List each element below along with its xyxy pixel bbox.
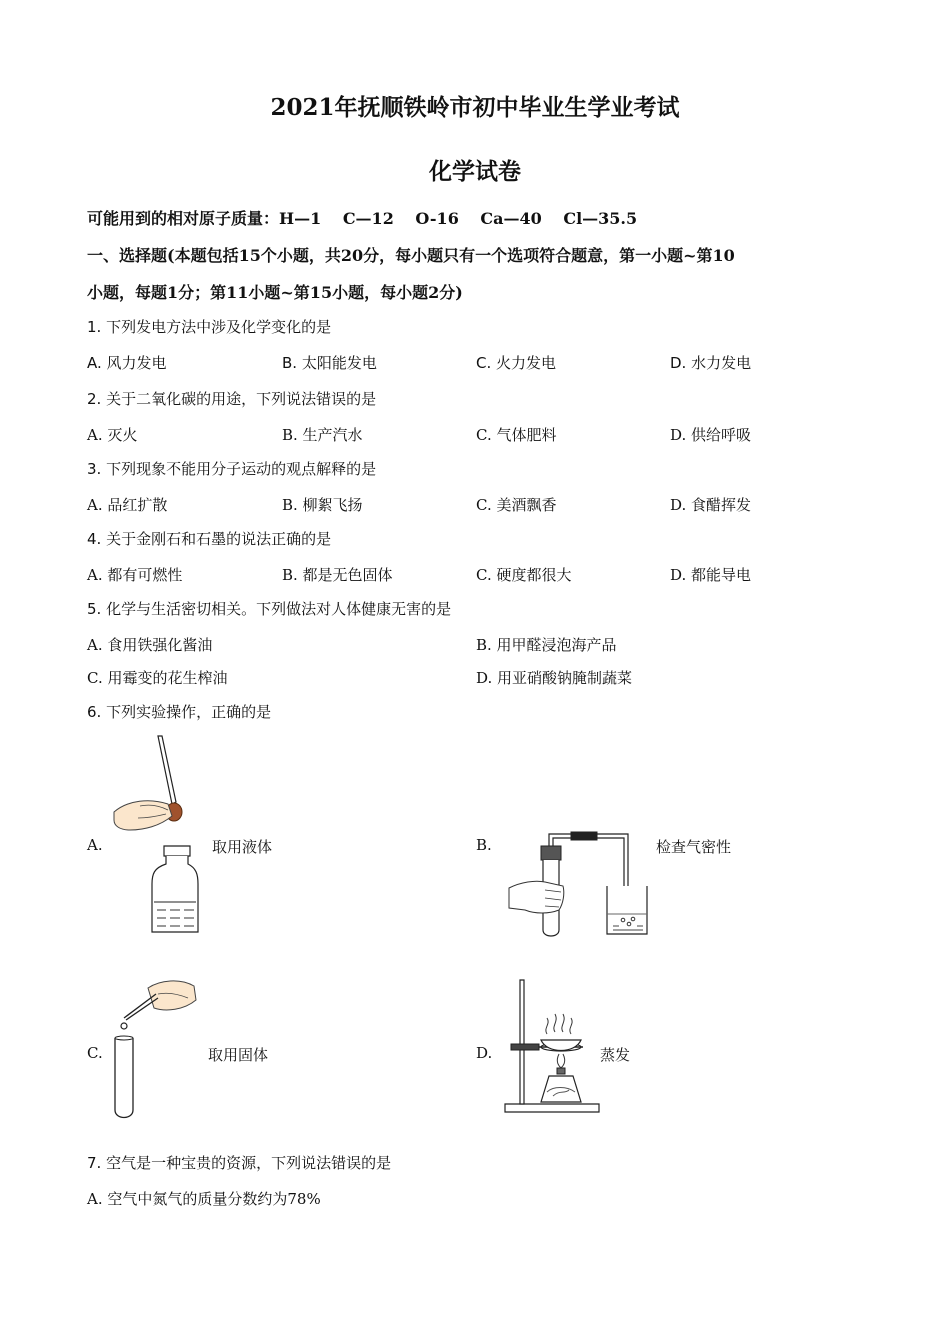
question-6-option-a-letter: A.	[87, 836, 103, 854]
question-1-option-d: D. 水力发电	[670, 354, 752, 372]
question-6-option-d-label: 蒸发	[600, 1046, 631, 1064]
page-subtitle: 化学试卷	[429, 158, 521, 185]
dropper-illustration	[110, 734, 205, 936]
airtightness-illustration	[505, 830, 655, 940]
question-6-option-c-label: 取用固体	[208, 1046, 269, 1064]
question-2-option-b: B. 生产汽水	[282, 426, 363, 444]
question-2-stem: 2. 关于二氧化碳的用途，下列说法错误的是	[87, 390, 377, 408]
question-6-option-d-letter: D.	[476, 1044, 493, 1062]
question-7-option-a: A. 空气中氮气的质量分数约为78%	[87, 1190, 321, 1208]
question-2-option-d: D. 供给呼吸	[670, 426, 752, 444]
question-1-option-a: A. 风力发电	[87, 354, 167, 372]
question-6-option-a-label: 取用液体	[212, 838, 273, 856]
question-4-option-c: C. 硬度都很大	[476, 566, 572, 584]
question-6-option-b-letter: B.	[476, 836, 492, 854]
section-heading-line2: 小题，每题1分；第11小题~第15小题，每小题2分)	[87, 283, 463, 302]
question-5-option-d: D. 用亚硝酸钠腌制蔬菜	[476, 669, 633, 687]
question-2-option-c: C. 气体肥料	[476, 426, 557, 444]
question-3-option-d: D. 食醋挥发	[670, 496, 752, 514]
question-3-stem: 3. 下列现象不能用分子运动的观点解释的是	[87, 460, 377, 478]
question-3-option-a: A. 品红扩散	[87, 496, 168, 514]
atomic-masses: 可能用到的相对原子质量：H—1 C—12 O-16 Ca—40 Cl—35.5	[87, 209, 638, 228]
question-5-option-b: B. 用甲醛浸泡海产品	[476, 636, 617, 654]
question-4-stem: 4. 关于金刚石和石墨的说法正确的是	[87, 530, 332, 548]
question-6-stem: 6. 下列实验操作，正确的是	[87, 703, 272, 721]
tweezers-illustration	[108, 976, 200, 1121]
section-heading-line1: 一、选择题(本题包括15个小题，共20分，每小题只有一个选项符合题意，第一小题~第10	[87, 246, 735, 265]
question-6-option-b-label: 检查气密性	[656, 838, 732, 856]
question-4-option-a: A. 都有可燃性	[87, 566, 183, 584]
evaporation-illustration	[503, 978, 603, 1114]
question-1-option-b: B. 太阳能发电	[282, 354, 377, 372]
page-title: 2021年抚顺铁岭市初中毕业生学业考试	[270, 94, 680, 121]
question-5-option-a: A. 食用铁强化酱油	[87, 636, 213, 654]
question-3-option-b: B. 柳絮飞扬	[282, 496, 363, 514]
question-5-stem: 5. 化学与生活密切相关。下列做法对人体健康无害的是	[87, 600, 452, 618]
question-4-option-d: D. 都能导电	[670, 566, 752, 584]
question-3-option-c: C. 美酒飘香	[476, 496, 557, 514]
question-6-option-c-letter: C.	[87, 1044, 103, 1062]
question-7-stem: 7. 空气是一种宝贵的资源，下列说法错误的是	[87, 1154, 392, 1172]
question-2-option-a: A. 灭火	[87, 426, 138, 444]
question-5-option-c: C. 用霉变的花生榨油	[87, 669, 228, 687]
question-4-option-b: B. 都是无色固体	[282, 566, 393, 584]
question-1-stem: 1. 下列发电方法中涉及化学变化的是	[87, 318, 332, 336]
question-1-option-c: C. 火力发电	[476, 354, 557, 372]
